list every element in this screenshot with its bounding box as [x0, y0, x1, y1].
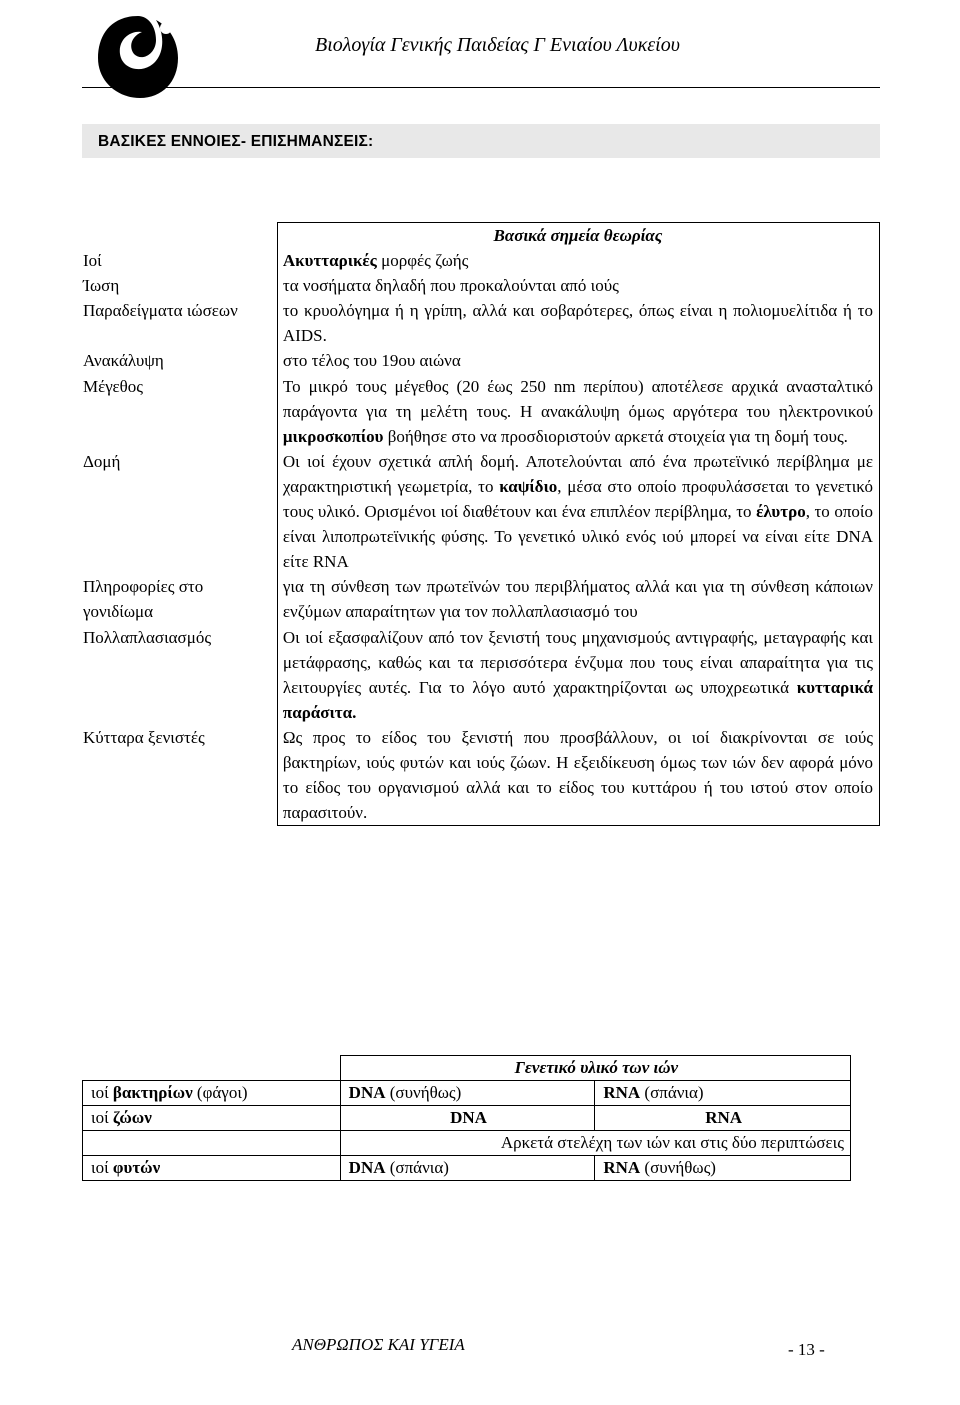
theory-row	[82, 449, 880, 574]
dna-note: (σπάνια)	[385, 1158, 449, 1177]
theory-term: Πολλαπλασιασμός	[83, 627, 212, 647]
theory-description	[277, 298, 879, 348]
host-cell	[83, 1156, 341, 1181]
rna-note: (συνήθως)	[640, 1158, 716, 1177]
host-name: βακτηρίων	[112, 1083, 193, 1102]
header-title: Βιολογία Γενικής Παιδείας Γ Ενιαίου Λυκείου	[315, 34, 680, 56]
page-number: - 13 -	[788, 1340, 825, 1359]
text-segment: Οι ιοί έχουν σχετικά απλή δομή. Αποτελούνται από ένα πρωτεϊνικό περίβλημα με χαρακτηριστική γεωμετρία, το	[282, 451, 873, 496]
genetic-heading: Γενετικό υλικό των ιών	[340, 1056, 850, 1081]
rna-cell	[595, 1106, 851, 1131]
footer-title: ΑΝΘΡΩΠΟΣ ΚΑΙ ΥΓΕΙΑ	[292, 1335, 465, 1354]
genetic-row	[83, 1156, 851, 1181]
theory-row	[82, 248, 880, 273]
genetic-row	[83, 1081, 851, 1106]
text-segment: μορφές ζωής	[376, 251, 469, 271]
theory-term: Κύτταρα ξενιστές	[83, 727, 205, 747]
text-segment: , το οποίο είναι λιποπρωτεϊνικής φύσης. Το γενετικό υλικό ενός ιού μπορεί να είναι είτε DNA είτε RNA	[282, 502, 873, 572]
bold-term: έλυτρο	[756, 502, 806, 522]
theory-header-blank	[82, 223, 277, 249]
theory-description	[277, 248, 879, 273]
theory-row	[82, 574, 880, 624]
theory-term: Μέγεθος	[83, 376, 143, 396]
text-segment: , μέσα στο οποίο προφυλάσσεται το γενετικό τους υλικό. Ορισμένοι ιοί διαθέτουν και ένα επιπλέον περίβλημα, το	[282, 476, 873, 522]
header-divider	[82, 87, 880, 88]
dna-cell	[340, 1156, 595, 1181]
genetic-header-row	[83, 1056, 851, 1081]
theory-header-row	[82, 223, 880, 249]
theory-row	[82, 348, 880, 373]
theory-term: Παραδείγματα ιώσεων	[83, 301, 238, 321]
theory-description	[277, 374, 879, 449]
publisher-logo	[92, 10, 184, 102]
theory-description	[277, 725, 879, 826]
dna-label: DNA	[348, 1158, 386, 1177]
both-types-cell: Αρκετά στελέχη των ιών και στις δύο περιπτώσεις	[340, 1131, 850, 1156]
theory-description	[277, 273, 879, 298]
genetic-row	[83, 1106, 851, 1131]
bold-term: Ακυτταρικές	[282, 251, 377, 271]
host-prefix: ιοί	[91, 1158, 113, 1177]
rna-label: RNA	[603, 1083, 641, 1102]
host-cell	[83, 1106, 341, 1131]
theory-row	[82, 273, 880, 298]
host-name: φυτών	[112, 1158, 161, 1177]
host-cell	[83, 1081, 341, 1106]
theory-row	[82, 625, 880, 725]
dna-label: DNA	[450, 1108, 487, 1127]
theory-description	[277, 625, 879, 725]
text-segment: Το μικρό τους μέγεθος (20 έως 250 nm περίπου) αποτέλεσε αρχικά ανασταλτικό παράγοντα για τη μελέτη τους. Η ανακάλυψη όμως αργότερα του ηλεκτρονικού	[282, 376, 873, 421]
host-name: ζώων	[112, 1108, 152, 1127]
genetic-row	[83, 1131, 851, 1156]
rna-cell	[595, 1156, 851, 1181]
text-segment: για τη σύνθεση των πρωτεϊνών του περιβλήματος αλλά και για τη σύνθεση κάποιων ενζύμων απαραίτητων για τον πολλαπλασιασμό του	[282, 577, 873, 622]
text-segment: το κρυολόγημα ή η γρίπη, αλλά και σοβαρότερες, όπως είναι η πολιομυελίτιδα ή το AIDS.	[282, 301, 873, 346]
rna-note: (σπάνια)	[640, 1083, 704, 1102]
theory-row	[82, 374, 880, 449]
bold-term: κυτταρικά παράσιτα.	[282, 677, 873, 722]
host-prefix: ιοί	[91, 1108, 113, 1127]
theory-row	[82, 725, 880, 826]
theory-term: Ιοί	[83, 251, 102, 271]
theory-row	[82, 298, 880, 348]
dna-cell	[340, 1081, 595, 1106]
theory-description	[277, 449, 879, 574]
text-segment: βοήθησε στο να προσδιοριστούν αρκετά στοιχεία για τη δομή τους.	[383, 426, 848, 446]
host-prefix: ιοί	[91, 1083, 113, 1102]
text-segment: στο τέλος του 19ου αιώνα	[282, 351, 461, 371]
section-title: ΒΑΣΙΚΕΣ ΕΝΝΟΙΕΣ- ΕΠΙΣΗΜΑΝΣΕΙΣ:	[98, 133, 374, 150]
genetic-material-table	[82, 1055, 851, 1181]
rna-label: RNA	[603, 1158, 641, 1177]
bold-term: μικροσκοπίου	[282, 426, 384, 446]
dna-note: (συνήθως)	[385, 1083, 462, 1102]
theory-term: Ίωση	[83, 276, 120, 296]
rna-cell	[595, 1081, 851, 1106]
theory-table	[82, 222, 880, 826]
text-segment: τα νοσήματα δηλαδή που προκαλούνται από ιούς	[282, 276, 619, 296]
text-segment: Ως προς το είδος του ξενιστή που προσβάλλουν, οι ιοί διακρίνονται σε ιούς βακτηρίων, ιούς φυτών και ιούς ζώων. Η εξειδίκευση όμως των ιών δεν αφορά μόνο το είδος του οργανισμού αλλά και το είδος του κυττάρου ή του ιστού στον οποίο παρασιτούν.	[282, 727, 873, 823]
dna-label: DNA	[348, 1083, 386, 1102]
host-suffix: (φάγοι)	[192, 1083, 248, 1102]
theory-term: Ανακάλυψη	[83, 351, 164, 371]
text-segment: Οι ιοί εξασφαλίζουν από τον ξενιστή τους μηχανισμούς αντιγραφής, μεταγραφής και μετάφρασης, καθώς και τα περισσότερα ένζυμα που τους είναι απαραίτητα για τις λειτουργίες αυτές. Για το λόγο αυτό χαρακτηρίζονται ως υποχρεωτικά	[282, 627, 873, 697]
theory-heading: Βασικά σημεία θεωρίας	[277, 223, 879, 249]
theory-description	[277, 348, 879, 373]
host-cell	[83, 1131, 341, 1156]
dna-cell	[340, 1106, 595, 1131]
theory-description	[277, 574, 879, 624]
rna-label: RNA	[705, 1108, 743, 1127]
bold-term: καψίδιο	[499, 476, 558, 496]
theory-term: Πληροφορίες στο γονιδίωμα	[83, 577, 204, 622]
theory-term: Δομή	[83, 451, 121, 471]
genetic-header-blank	[83, 1056, 341, 1081]
